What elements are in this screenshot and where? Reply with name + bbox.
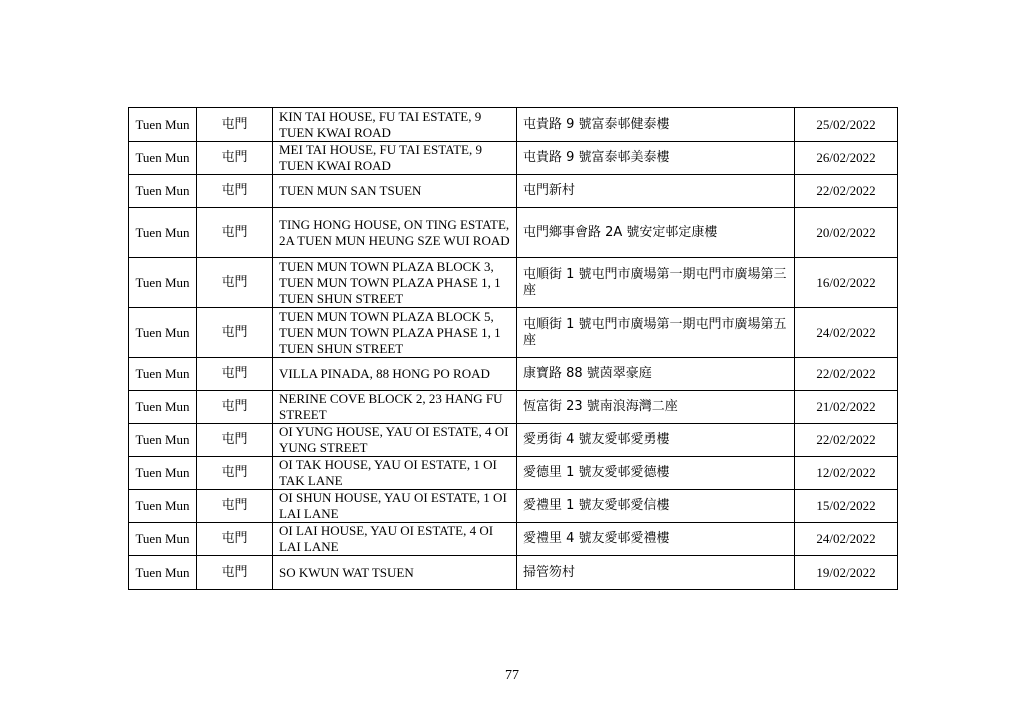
district-en-cell: Tuen Mun xyxy=(129,108,197,142)
date-cell: 22/02/2022 xyxy=(795,175,898,208)
table-row xyxy=(129,258,898,308)
date-cell: 24/02/2022 xyxy=(795,308,898,358)
district-zh-cell: 屯門 xyxy=(197,308,273,358)
address-en-cell: OI YUNG HOUSE, YAU OI ESTATE, 4 OI YUNG STREET xyxy=(273,424,517,457)
district-zh-cell: 屯門 xyxy=(197,142,273,175)
address-zh-cell: 愛德里 1 號友愛邨愛德樓 xyxy=(517,457,795,490)
table-row xyxy=(129,108,898,142)
district-en-cell: Tuen Mun xyxy=(129,424,197,457)
table-row xyxy=(129,142,898,175)
table-row xyxy=(129,490,898,523)
table-row xyxy=(129,208,898,258)
address-zh-cell: 屯貴路 9 號富泰邨美泰樓 xyxy=(517,142,795,175)
address-en-cell: KIN TAI HOUSE, FU TAI ESTATE, 9 TUEN KWAI ROAD xyxy=(273,108,517,142)
district-en-cell: Tuen Mun xyxy=(129,391,197,424)
table-row xyxy=(129,358,898,391)
date-cell: 24/02/2022 xyxy=(795,523,898,556)
date-cell: 12/02/2022 xyxy=(795,457,898,490)
table-row xyxy=(129,556,898,590)
address-zh-cell: 屯貴路 9 號富泰邨健泰樓 xyxy=(517,108,795,142)
address-zh-cell: 恆富街 23 號南浪海灣二座 xyxy=(517,391,795,424)
table-row xyxy=(129,175,898,208)
district-zh-cell: 屯門 xyxy=(197,108,273,142)
address-table xyxy=(128,107,898,590)
address-zh-cell: 愛勇街 4 號友愛邨愛勇樓 xyxy=(517,424,795,457)
district-zh-cell: 屯門 xyxy=(197,523,273,556)
date-cell: 19/02/2022 xyxy=(795,556,898,590)
date-cell: 15/02/2022 xyxy=(795,490,898,523)
address-zh-cell: 愛禮里 4 號友愛邨愛禮樓 xyxy=(517,523,795,556)
district-en-cell: Tuen Mun xyxy=(129,358,197,391)
district-zh-cell: 屯門 xyxy=(197,358,273,391)
district-en-cell: Tuen Mun xyxy=(129,208,197,258)
address-zh-cell: 屯門新村 xyxy=(517,175,795,208)
district-en-cell: Tuen Mun xyxy=(129,523,197,556)
district-zh-cell: 屯門 xyxy=(197,175,273,208)
address-table-body xyxy=(129,108,898,590)
address-zh-cell: 愛禮里 1 號友愛邨愛信樓 xyxy=(517,490,795,523)
district-zh-cell: 屯門 xyxy=(197,490,273,523)
address-en-cell: VILLA PINADA, 88 HONG PO ROAD xyxy=(273,358,517,391)
page-number: 77 xyxy=(505,668,519,683)
address-en-cell: NERINE COVE BLOCK 2, 23 HANG FU STREET xyxy=(273,391,517,424)
table-row xyxy=(129,391,898,424)
address-en-cell: MEI TAI HOUSE, FU TAI ESTATE, 9 TUEN KWAI ROAD xyxy=(273,142,517,175)
address-en-cell: SO KWUN WAT TSUEN xyxy=(273,556,517,590)
table-row xyxy=(129,424,898,457)
date-cell: 21/02/2022 xyxy=(795,391,898,424)
address-zh-cell: 屯門鄉事會路 2A 號安定邨定康樓 xyxy=(517,208,795,258)
address-zh-cell: 康寶路 88 號茵翠豪庭 xyxy=(517,358,795,391)
district-zh-cell: 屯門 xyxy=(197,424,273,457)
table-row xyxy=(129,308,898,358)
district-en-cell: Tuen Mun xyxy=(129,457,197,490)
address-zh-cell: 掃管笏村 xyxy=(517,556,795,590)
address-zh-cell: 屯順街 1 號屯門市廣場第一期屯門市廣場第五座 xyxy=(517,308,795,358)
district-zh-cell: 屯門 xyxy=(197,258,273,308)
district-en-cell: Tuen Mun xyxy=(129,175,197,208)
district-en-cell: Tuen Mun xyxy=(129,556,197,590)
district-en-cell: Tuen Mun xyxy=(129,308,197,358)
date-cell: 22/02/2022 xyxy=(795,358,898,391)
address-en-cell: TUEN MUN TOWN PLAZA BLOCK 3, TUEN MUN TOWN PLAZA PHASE 1, 1 TUEN SHUN STREET xyxy=(273,258,517,308)
date-cell: 16/02/2022 xyxy=(795,258,898,308)
address-zh-cell: 屯順街 1 號屯門市廣場第一期屯門市廣場第三座 xyxy=(517,258,795,308)
address-en-cell: OI LAI HOUSE, YAU OI ESTATE, 4 OI LAI LANE xyxy=(273,523,517,556)
district-en-cell: Tuen Mun xyxy=(129,142,197,175)
table-row xyxy=(129,523,898,556)
date-cell: 20/02/2022 xyxy=(795,208,898,258)
date-cell: 26/02/2022 xyxy=(795,142,898,175)
address-en-cell: TING HONG HOUSE, ON TING ESTATE, 2A TUEN MUN HEUNG SZE WUI ROAD xyxy=(273,208,517,258)
address-en-cell: TUEN MUN TOWN PLAZA BLOCK 5, TUEN MUN TOWN PLAZA PHASE 1, 1 TUEN SHUN STREET xyxy=(273,308,517,358)
district-zh-cell: 屯門 xyxy=(197,457,273,490)
district-zh-cell: 屯門 xyxy=(197,556,273,590)
address-en-cell: OI TAK HOUSE, YAU OI ESTATE, 1 OI TAK LANE xyxy=(273,457,517,490)
district-zh-cell: 屯門 xyxy=(197,208,273,258)
district-zh-cell: 屯門 xyxy=(197,391,273,424)
address-en-cell: TUEN MUN SAN TSUEN xyxy=(273,175,517,208)
district-en-cell: Tuen Mun xyxy=(129,258,197,308)
district-en-cell: Tuen Mun xyxy=(129,490,197,523)
date-cell: 22/02/2022 xyxy=(795,424,898,457)
date-cell: 25/02/2022 xyxy=(795,108,898,142)
table-row xyxy=(129,457,898,490)
address-en-cell: OI SHUN HOUSE, YAU OI ESTATE, 1 OI LAI LANE xyxy=(273,490,517,523)
